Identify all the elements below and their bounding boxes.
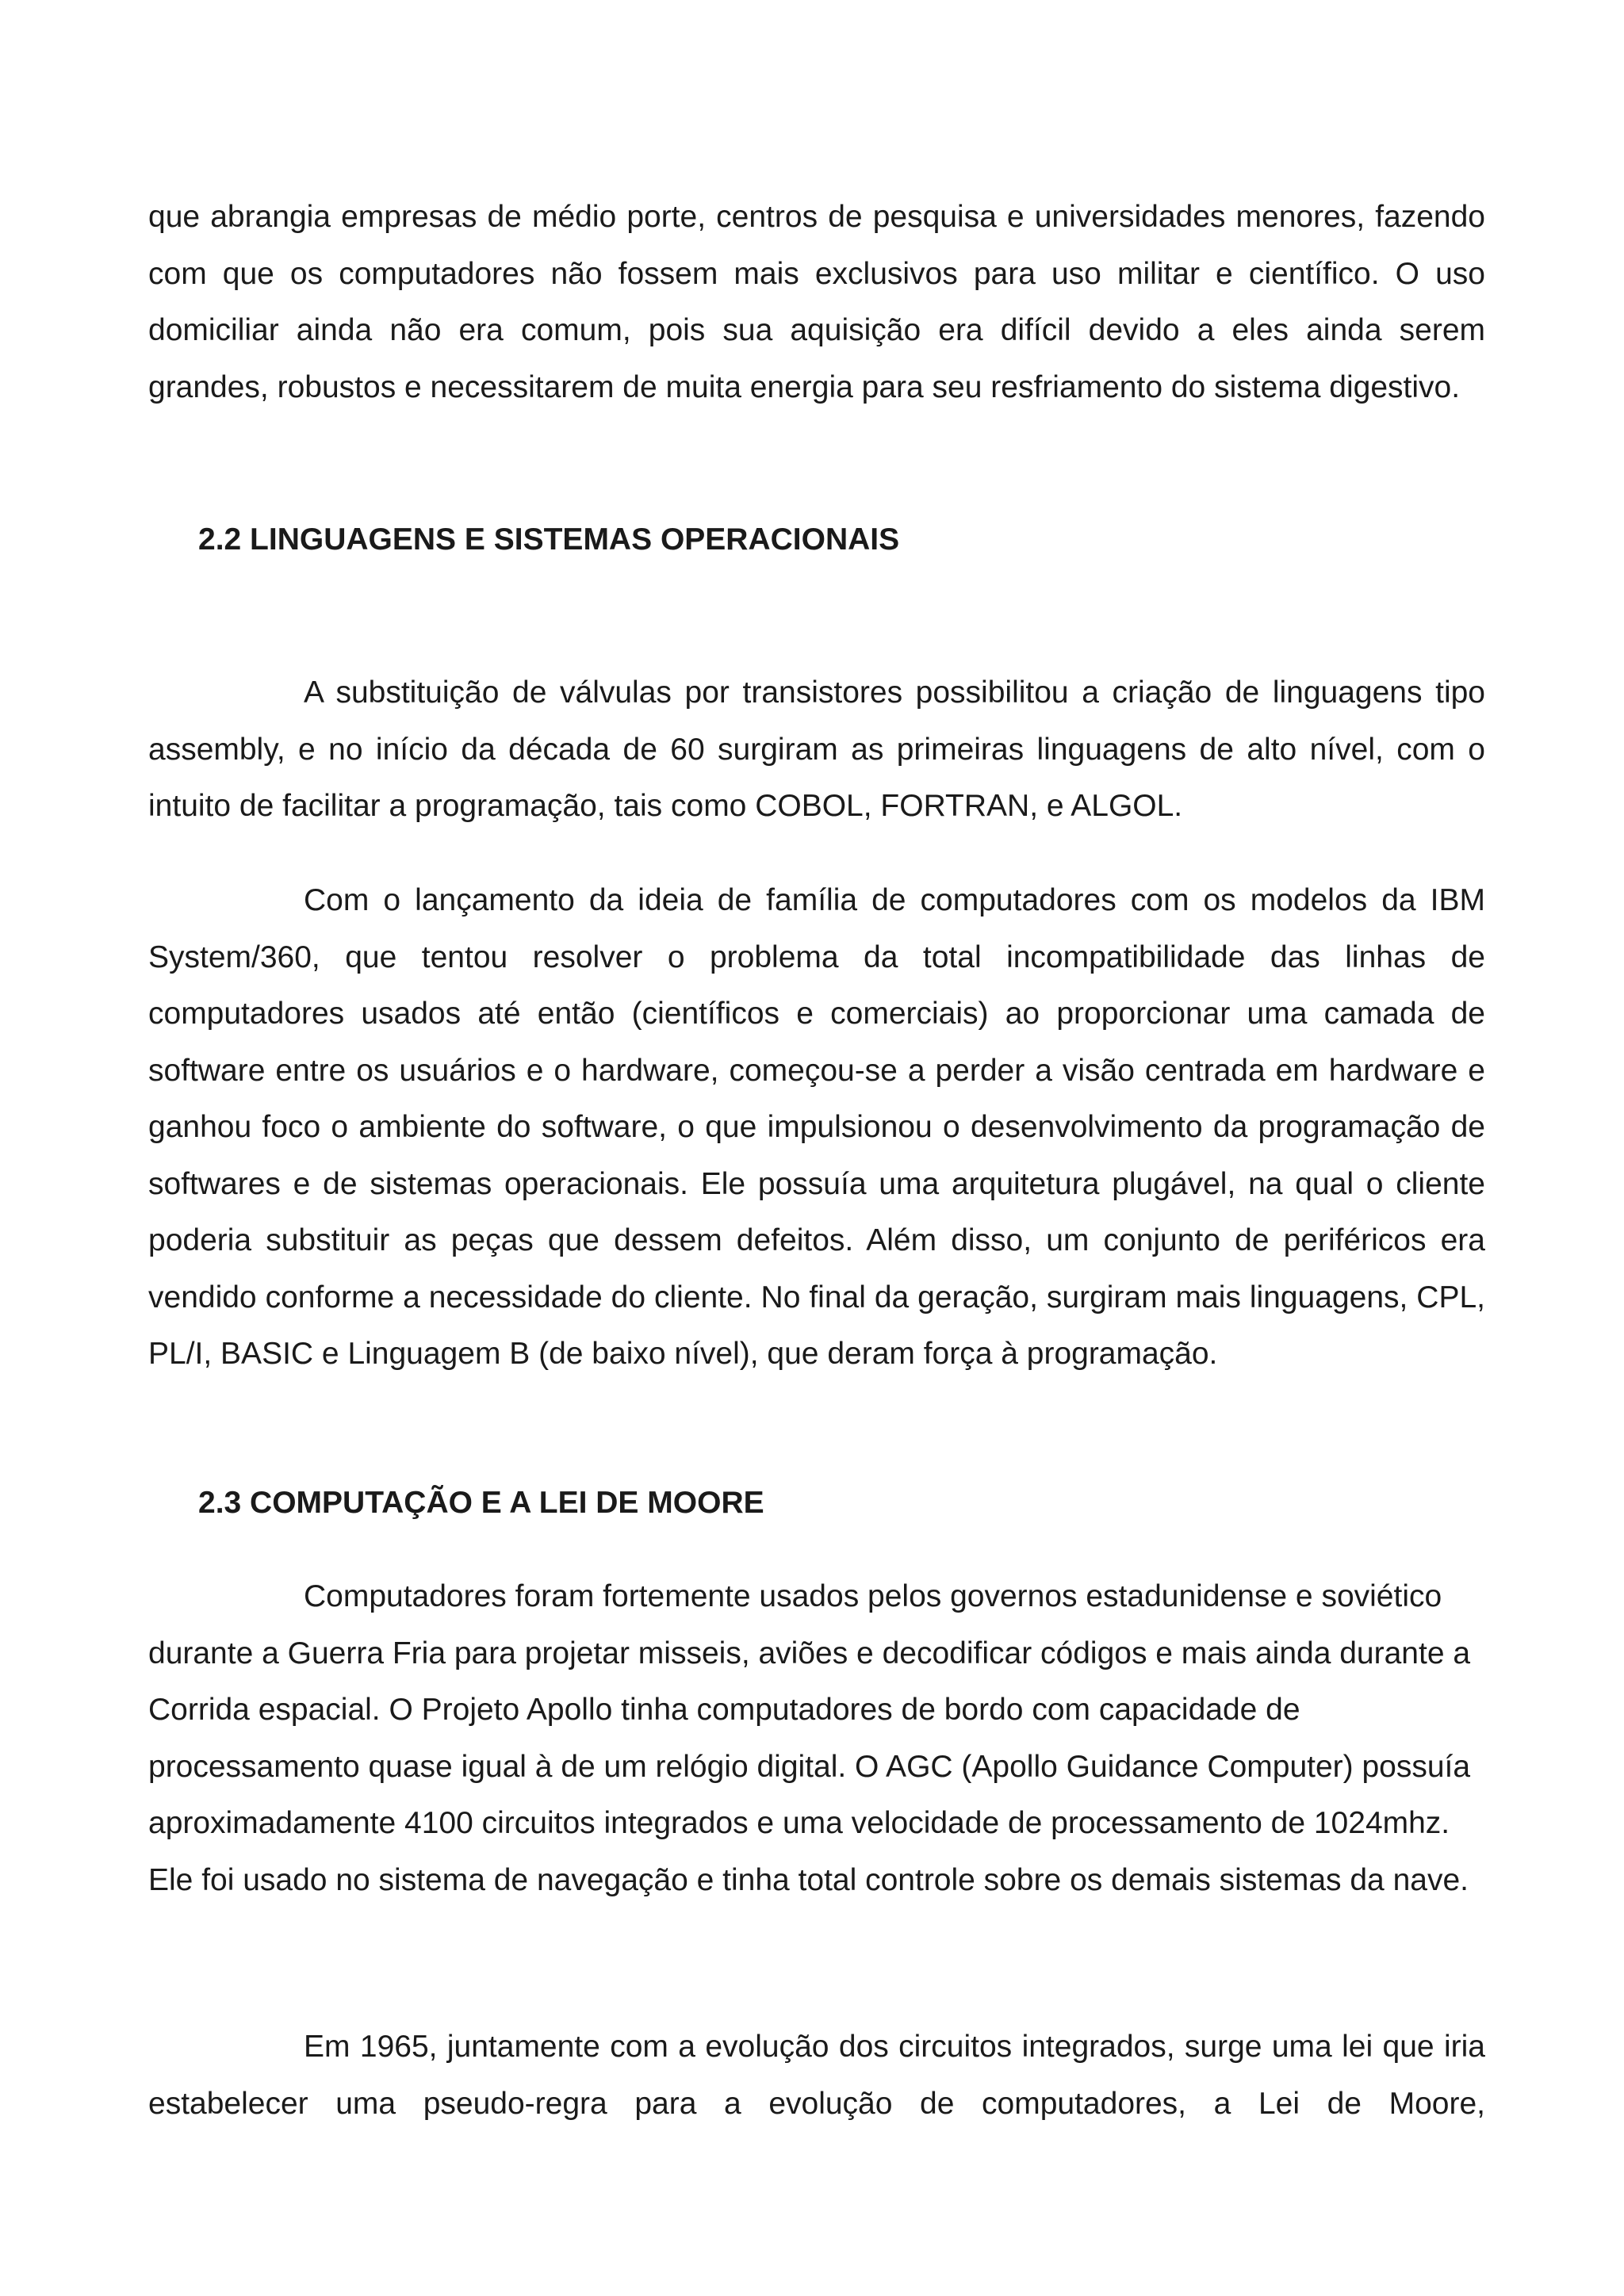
section-heading-2-3: 2.3 COMPUTAÇÃO E A LEI DE MOORE (198, 1486, 764, 1520)
section-heading-2-2: 2.2 LINGUAGENS E SISTEMAS OPERACIONAIS (198, 522, 900, 557)
paragraph-ibm-system-360: Com o lançamento da ideia de família de computadores com os modelos da IBM System/360, que tentou resolver o problema da total incompatibilidade das linhas de computadores usados até então (científicos e comerciais) ao proporcionar uma camada de software entre os usuários e o hardware, começou-se a perder a visão centrada em hardware e ganhou foco o ambiente do software, o que impulsionou o desenvolvimento da programação de softwares e de sistemas operacionais. Ele possuía uma arquitetura plugável, na qual o cliente poderia substituir as peças que dessem defeitos. Além disso, um conjunto de periféricos era vendido conforme a necessidade do cliente. No final da geração, surgiram mais linguagens, CPL, PL/I, BASIC e Linguagem B (de baixo nível), que deram força à programação. (148, 883, 1485, 1371)
paragraph-transistors: A substituição de válvulas por transistores possibilitou a criação de linguagens tipo assembly, e no início da década de 60 surgiram as primeiras linguagens de alto nível, com o intuito de facilitar a programação, tais como COBOL, FORTRAN, e ALGOL. (148, 675, 1485, 823)
paragraph-moore-law: Em 1965, juntamente com a evolução dos circuitos integrados, surge uma lei que iria estabelecer uma pseudo-regra para a evolução de computadores, a Lei de Moore, (148, 2030, 1485, 2121)
paragraph-intro: que abrangia empresas de médio porte, centros de pesquisa e universidades menores, fazendo com que os computadores não fossem mais exclusivos para uso militar e científico. O uso domiciliar ainda não era comum, pois sua aquisição era difícil devido a eles ainda serem grandes, robustos e necessitarem de muita energia para seu resfriamento do sistema digestivo. (148, 200, 1485, 404)
paragraph-cold-war-computers: Computadores foram fortemente usados pelos governos estadunidense e soviético durante a Guerra Fria para projetar misseis, aviões e decodificar códigos e mais ainda durante a Corrida espacial. O Projeto Apollo tinha computadores de bordo com capacidade de processamento quase igual à de um relógio digital. O AGC (Apollo Guidance Computer) possuía aproximadamente 4100 circuitos integrados e uma velocidade de processamento de 1024mhz. Ele foi usado no sistema de navegação e tinha total controle sobre os demais sistemas da nave. (148, 1579, 1471, 1897)
